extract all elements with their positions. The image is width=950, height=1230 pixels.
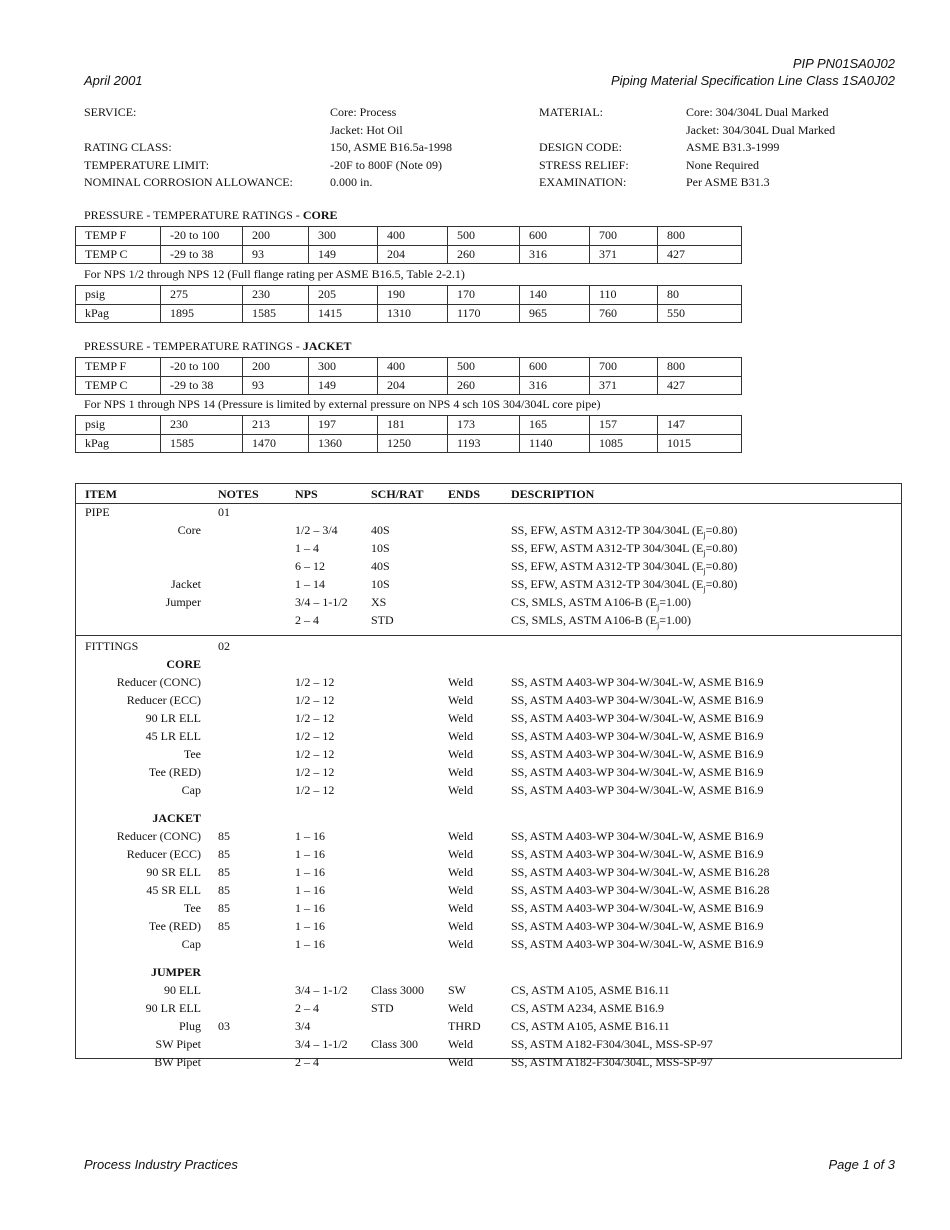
item-nps: 1/2 – 12 [295, 711, 335, 725]
item-sublabel: 45 SR ELL [146, 883, 201, 897]
table-row [76, 1053, 901, 1071]
table-cell: psig [76, 416, 161, 435]
info-value: Core: 304/304L Dual Marked [686, 105, 829, 119]
item-sublabel: Reducer (CONC) [116, 675, 201, 689]
jacket-ratings-note: For NPS 1 through NPS 14 (Pressure is limited by external pressure on NPS 4 sch 10S 304/304L core pipe) [84, 397, 601, 411]
table-row [76, 245, 742, 264]
info-label: SERVICE: [84, 105, 137, 119]
table-row [76, 691, 901, 709]
table-cell: 275 [161, 286, 243, 305]
item-description: SS, ASTM A403-WP 304-W/304L-W, ASME B16.9 [511, 783, 764, 797]
table-row [76, 416, 742, 435]
table-cell: 213 [243, 416, 309, 435]
item-ends: Weld [448, 765, 474, 779]
item-description: SS, ASTM A403-WP 304-W/304L-W, ASME B16.28 [511, 865, 770, 879]
item-ends: Weld [448, 693, 474, 707]
col-header-nps: NPS [295, 487, 318, 501]
table-row [76, 917, 901, 935]
info-label: NOMINAL CORROSION ALLOWANCE: [84, 175, 293, 189]
table-row [76, 539, 901, 557]
item-nps: 1 – 16 [295, 829, 325, 843]
item-nps: 6 – 12 [295, 559, 325, 573]
item-ends: Weld [448, 847, 474, 861]
item-sublabel: 90 LR ELL [145, 711, 201, 725]
jacket-temp-table [75, 357, 742, 395]
item-description: CS, ASTM A105, ASME B16.11 [511, 983, 670, 997]
col-header-notes: NOTES [218, 487, 259, 501]
table-row [76, 1017, 901, 1035]
item-ends: Weld [448, 865, 474, 879]
table-cell: 300 [309, 358, 378, 377]
table-cell: 204 [378, 376, 448, 395]
table-cell: 93 [243, 376, 309, 395]
description-subscript: j [657, 620, 660, 630]
table-cell: 190 [378, 286, 448, 305]
table-cell: 260 [448, 376, 520, 395]
table-cell: 316 [520, 376, 590, 395]
item-nps: 1 – 16 [295, 919, 325, 933]
item-ends: Weld [448, 747, 474, 761]
item-notes: 85 [218, 829, 230, 843]
description-text-tail: =1.00) [659, 613, 692, 627]
item-ends: Weld [448, 675, 474, 689]
table-cell: TEMP F [76, 227, 161, 246]
table-cell: 1085 [590, 434, 658, 453]
table-cell: 600 [520, 227, 590, 246]
item-sublabel: Tee (RED) [148, 765, 201, 779]
item-nps: 2 – 4 [295, 1055, 319, 1069]
table-cell: 400 [378, 358, 448, 377]
core-ratings-title: PRESSURE - TEMPERATURE RATINGS - CORE [84, 208, 338, 222]
description-text-tail: =0.80) [705, 559, 738, 573]
item-nps: 1 – 16 [295, 901, 325, 915]
info-label: EXAMINATION: [539, 175, 627, 189]
item-nps: 1 – 16 [295, 865, 325, 879]
item-sublabel: Tee (RED) [148, 919, 201, 933]
item-nps: 3/4 [295, 1019, 311, 1033]
table-cell: 700 [590, 358, 658, 377]
col-header-item: ITEM [85, 487, 118, 501]
table-cell: 371 [590, 376, 658, 395]
table-row [76, 358, 742, 377]
table-row [76, 763, 901, 781]
table-cell: 550 [658, 304, 742, 323]
description-subscript: j [703, 584, 706, 594]
item-nps: 1/2 – 12 [295, 783, 335, 797]
info-label: DESIGN CODE: [539, 140, 622, 154]
description-text-tail: =0.80) [705, 541, 738, 555]
description-subscript: j [703, 548, 706, 558]
item-nps: 3/4 – 1-1/2 [295, 1037, 348, 1051]
table-cell: 1895 [161, 304, 243, 323]
item-description: SS, ASTM A403-WP 304-W/304L-W, ASME B16.9 [511, 693, 764, 707]
table-row [76, 655, 901, 673]
item-ends: THRD [448, 1019, 481, 1033]
table-cell: 1170 [448, 304, 520, 323]
col-header-ends: ENDS [448, 487, 481, 501]
item-notes: 85 [218, 883, 230, 897]
table-cell: 149 [309, 245, 378, 264]
table-cell: 1470 [243, 434, 309, 453]
table-row [76, 863, 901, 881]
item-notes: 85 [218, 865, 230, 879]
item-sublabel: 90 SR ELL [146, 865, 201, 879]
info-label: STRESS RELIEF: [539, 157, 629, 172]
item-ends: Weld [448, 901, 474, 915]
table-row [76, 673, 901, 691]
table-cell: -29 to 38 [161, 245, 243, 264]
table-row [76, 809, 901, 827]
table-cell: 371 [590, 245, 658, 264]
table-row [76, 781, 901, 799]
info-value: Core: Process [330, 105, 397, 119]
item-ends: Weld [448, 783, 474, 797]
table-cell: TEMP C [76, 245, 161, 264]
table-row [76, 503, 901, 521]
table-row [76, 637, 901, 655]
description-text: SS, EFW, ASTM A312-TP 304/304L (E [511, 523, 704, 537]
table-cell: 600 [520, 358, 590, 377]
service-info-block [84, 104, 864, 192]
table-row [76, 557, 901, 575]
item-description: SS, ASTM A403-WP 304-W/304L-W, ASME B16.9 [511, 901, 764, 915]
item-sublabel: Cap [181, 783, 201, 797]
item-description: SS, ASTM A403-WP 304-W/304L-W, ASME B16.9 [511, 765, 764, 779]
core-pressure-table [75, 285, 742, 323]
table-cell: 165 [520, 416, 590, 435]
item-sch: Class 300 [371, 1037, 419, 1051]
items-table [75, 483, 902, 1069]
table-cell: 300 [309, 227, 378, 246]
info-row [84, 174, 864, 192]
item-sublabel: Cap [181, 937, 201, 951]
table-row [76, 845, 901, 863]
table-cell: 800 [658, 227, 742, 246]
item-nps: 2 – 4 [295, 1001, 319, 1015]
table-cell: TEMP F [76, 358, 161, 377]
table-row [76, 227, 742, 246]
item-sublabel: SW Pipet [155, 1037, 201, 1051]
item-description: SS, ASTM A182-F304/304L, MSS-SP-97 [511, 1055, 713, 1069]
description-text: CS, SMLS, ASTM A106-B (E [511, 595, 658, 609]
item-nps: 1/2 – 12 [295, 693, 335, 707]
item-ends: Weld [448, 1001, 474, 1015]
table-cell: -20 to 100 [161, 227, 243, 246]
item-ends: Weld [448, 729, 474, 743]
table-cell: psig [76, 286, 161, 305]
info-value: Per ASME B31.3 [686, 175, 770, 189]
item-sch: 10S [371, 577, 390, 591]
item-nps: 1/2 – 12 [295, 765, 335, 779]
item-sch: Class 3000 [371, 983, 425, 997]
info-value: Jacket: Hot Oil [330, 122, 403, 137]
item-description: SS, ASTM A403-WP 304-W/304L-W, ASME B16.9 [511, 919, 764, 933]
table-row [76, 827, 901, 845]
table-cell: 316 [520, 245, 590, 264]
item-sublabel: Tee [183, 747, 201, 761]
table-cell: kPag [76, 304, 161, 323]
item-description: SS, ASTM A403-WP 304-W/304L-W, ASME B16.9 [511, 847, 764, 861]
item-description: SS, ASTM A403-WP 304-W/304L-W, ASME B16.9 [511, 729, 764, 743]
item-sch: STD [371, 613, 394, 627]
item-ends: Weld [448, 711, 474, 725]
table-cell: 204 [378, 245, 448, 264]
table-row [76, 485, 901, 503]
table-cell: kPag [76, 434, 161, 453]
page-number: Page 1 of 3 [828, 1157, 895, 1172]
description-text-tail: =0.80) [705, 523, 738, 537]
item-sublabel: 90 LR ELL [145, 1001, 201, 1015]
item-ends: Weld [448, 829, 474, 843]
table-cell: 1310 [378, 304, 448, 323]
item-notes: 85 [218, 901, 230, 915]
table-row [76, 745, 901, 763]
info-label: RATING CLASS: [84, 140, 172, 154]
item-description: SS, ASTM A403-WP 304-W/304L-W, ASME B16.9 [511, 937, 764, 951]
jacket-pressure-table [75, 415, 742, 453]
item-description: SS, ASTM A403-WP 304-W/304L-W, ASME B16.9 [511, 711, 764, 725]
item-ends: Weld [448, 1055, 474, 1069]
description-subscript: j [703, 530, 706, 540]
table-cell: 110 [590, 286, 658, 305]
description-text: SS, EFW, ASTM A312-TP 304/304L (E [511, 541, 704, 555]
table-cell: 800 [658, 358, 742, 377]
item-nps: 1 – 4 [295, 541, 319, 555]
fitting-group-title: JUMPER [151, 965, 201, 979]
item-sch: STD [371, 1001, 394, 1015]
table-cell: 200 [243, 227, 309, 246]
info-row [84, 139, 864, 157]
table-cell: 170 [448, 286, 520, 305]
fitting-group-title: JACKET [152, 811, 201, 825]
item-nps: 1/2 – 12 [295, 747, 335, 761]
table-row [76, 999, 901, 1017]
item-sublabel: Jumper [165, 595, 201, 609]
info-value: 150, ASME B16.5a-1998 [330, 140, 453, 154]
description-subscript: j [703, 566, 706, 576]
item-description: CS, ASTM A105, ASME B16.11 [511, 1019, 670, 1033]
table-cell: 181 [378, 416, 448, 435]
item-sublabel: Plug [178, 1019, 201, 1033]
item-ends: Weld [448, 937, 474, 951]
table-cell: 500 [448, 227, 520, 246]
table-cell: 500 [448, 358, 520, 377]
document-title: Piping Material Specification Line Class 1SA0J02 [611, 73, 895, 88]
table-row [76, 611, 901, 629]
table-row [76, 521, 901, 539]
info-value: None Required [686, 157, 759, 172]
table-cell: 427 [658, 376, 742, 395]
item-sch: 10S [371, 541, 390, 555]
item-sublabel: Reducer (ECC) [126, 847, 201, 861]
item-notes: 03 [218, 1019, 230, 1033]
table-cell: 260 [448, 245, 520, 264]
item-nps: 1 – 16 [295, 847, 325, 861]
table-row [76, 376, 742, 395]
table-cell: 1585 [243, 304, 309, 323]
item-sublabel: Reducer (ECC) [126, 693, 201, 707]
item-description: SS, ASTM A403-WP 304-W/304L-W, ASME B16.9 [511, 829, 764, 843]
info-label: TEMPERATURE LIMIT: [84, 157, 210, 172]
item-sch: XS [371, 595, 387, 609]
document-number: PIP PN01SA0J02 [792, 56, 895, 71]
item-description: SS, ASTM A182-F304/304L, MSS-SP-97 [511, 1037, 713, 1051]
fitting-group-title: CORE [166, 657, 201, 671]
table-row [76, 304, 742, 323]
core-temp-table [75, 226, 742, 264]
table-row [76, 935, 901, 953]
footer-org: Process Industry Practices [84, 1157, 238, 1172]
table-cell: 205 [309, 286, 378, 305]
table-cell: 140 [520, 286, 590, 305]
info-value: -20F to 800F (Note 09) [330, 157, 442, 172]
item-nps: 1/2 – 12 [295, 729, 335, 743]
table-row [76, 593, 901, 611]
description-text: SS, EFW, ASTM A312-TP 304/304L (E [511, 559, 704, 573]
item-description [511, 611, 691, 634]
table-cell: 93 [243, 245, 309, 264]
table-row [76, 1035, 901, 1053]
item-nps: 3/4 – 1-1/2 [295, 595, 348, 609]
table-cell: 700 [590, 227, 658, 246]
description-text: SS, EFW, ASTM A312-TP 304/304L (E [511, 577, 704, 591]
table-cell: -29 to 38 [161, 376, 243, 395]
core-ratings-note: For NPS 1/2 through NPS 12 (Full flange rating per ASME B16.5, Table 2-2.1) [84, 267, 465, 281]
item-ends: Weld [448, 883, 474, 897]
table-cell: 1140 [520, 434, 590, 453]
table-cell: 157 [590, 416, 658, 435]
description-text-tail: =1.00) [659, 595, 692, 609]
table-cell: 200 [243, 358, 309, 377]
item-nps: 1/2 – 3/4 [295, 523, 338, 537]
item-ends: SW [448, 983, 466, 997]
item-description: CS, ASTM A234, ASME B16.9 [511, 1001, 665, 1015]
table-row [76, 899, 901, 917]
item-sch: 40S [371, 559, 390, 573]
table-cell: 230 [243, 286, 309, 305]
table-cell: 760 [590, 304, 658, 323]
table-row [76, 981, 901, 999]
item-notes: 85 [218, 847, 230, 861]
item-sublabel: Reducer (CONC) [116, 829, 201, 843]
item-sublabel: 90 ELL [164, 983, 201, 997]
table-row [76, 286, 742, 305]
description-text-tail: =0.80) [705, 577, 738, 591]
table-row [76, 434, 742, 453]
table-row [76, 575, 901, 593]
table-cell: 400 [378, 227, 448, 246]
table-cell: 197 [309, 416, 378, 435]
jacket-ratings-title: PRESSURE - TEMPERATURE RATINGS - JACKET [84, 339, 352, 353]
table-cell: TEMP C [76, 376, 161, 395]
table-cell: 1360 [309, 434, 378, 453]
info-value: 0.000 in. [330, 175, 373, 189]
item-nps: 2 – 4 [295, 613, 319, 627]
col-header-description: DESCRIPTION [511, 487, 595, 501]
table-cell: 1585 [161, 434, 243, 453]
item-ends: Weld [448, 1037, 474, 1051]
table-row [76, 963, 901, 981]
item-sch: 40S [371, 523, 390, 537]
info-value: Jacket: 304/304L Dual Marked [686, 122, 836, 137]
table-cell: 427 [658, 245, 742, 264]
table-cell: 1250 [378, 434, 448, 453]
item-nps: 1 – 16 [295, 937, 325, 951]
table-cell: 80 [658, 286, 742, 305]
description-subscript: j [657, 602, 660, 612]
item-nps: 1 – 16 [295, 883, 325, 897]
item-sublabel: Jacket [171, 577, 201, 591]
item-label: FITTINGS [85, 639, 139, 653]
info-row [84, 122, 864, 140]
item-description: SS, ASTM A403-WP 304-W/304L-W, ASME B16.9 [511, 675, 764, 689]
item-notes: 01 [218, 505, 230, 519]
table-cell: 1415 [309, 304, 378, 323]
table-row [76, 727, 901, 745]
table-cell: 149 [309, 376, 378, 395]
item-label: PIPE [85, 505, 110, 519]
description-text: CS, SMLS, ASTM A106-B (E [511, 613, 658, 627]
item-ends: Weld [448, 919, 474, 933]
info-label: MATERIAL: [539, 105, 603, 119]
info-row [84, 104, 864, 122]
document-date: April 2001 [84, 73, 143, 88]
table-cell: 1193 [448, 434, 520, 453]
item-description: SS, ASTM A403-WP 304-W/304L-W, ASME B16.28 [511, 883, 770, 897]
item-description: SS, ASTM A403-WP 304-W/304L-W, ASME B16.9 [511, 747, 764, 761]
item-nps: 1 – 14 [295, 577, 325, 591]
table-cell: 173 [448, 416, 520, 435]
table-cell: -20 to 100 [161, 358, 243, 377]
table-cell: 965 [520, 304, 590, 323]
item-nps: 3/4 – 1-1/2 [295, 983, 348, 997]
pipe-fittings-divider [76, 635, 901, 636]
item-sublabel: 45 LR ELL [145, 729, 201, 743]
item-notes: 02 [218, 639, 230, 653]
item-nps: 1/2 – 12 [295, 675, 335, 689]
info-row [84, 157, 864, 175]
table-row [76, 881, 901, 899]
table-row [76, 709, 901, 727]
item-notes: 85 [218, 919, 230, 933]
item-sublabel: Core [177, 523, 201, 537]
table-cell: 230 [161, 416, 243, 435]
item-sublabel: BW Pipet [154, 1055, 201, 1069]
table-cell: 147 [658, 416, 742, 435]
col-header-sch: SCH/RAT [371, 487, 424, 501]
item-sublabel: Tee [183, 901, 201, 915]
info-value: ASME B31.3-1999 [686, 140, 780, 154]
table-cell: 1015 [658, 434, 742, 453]
